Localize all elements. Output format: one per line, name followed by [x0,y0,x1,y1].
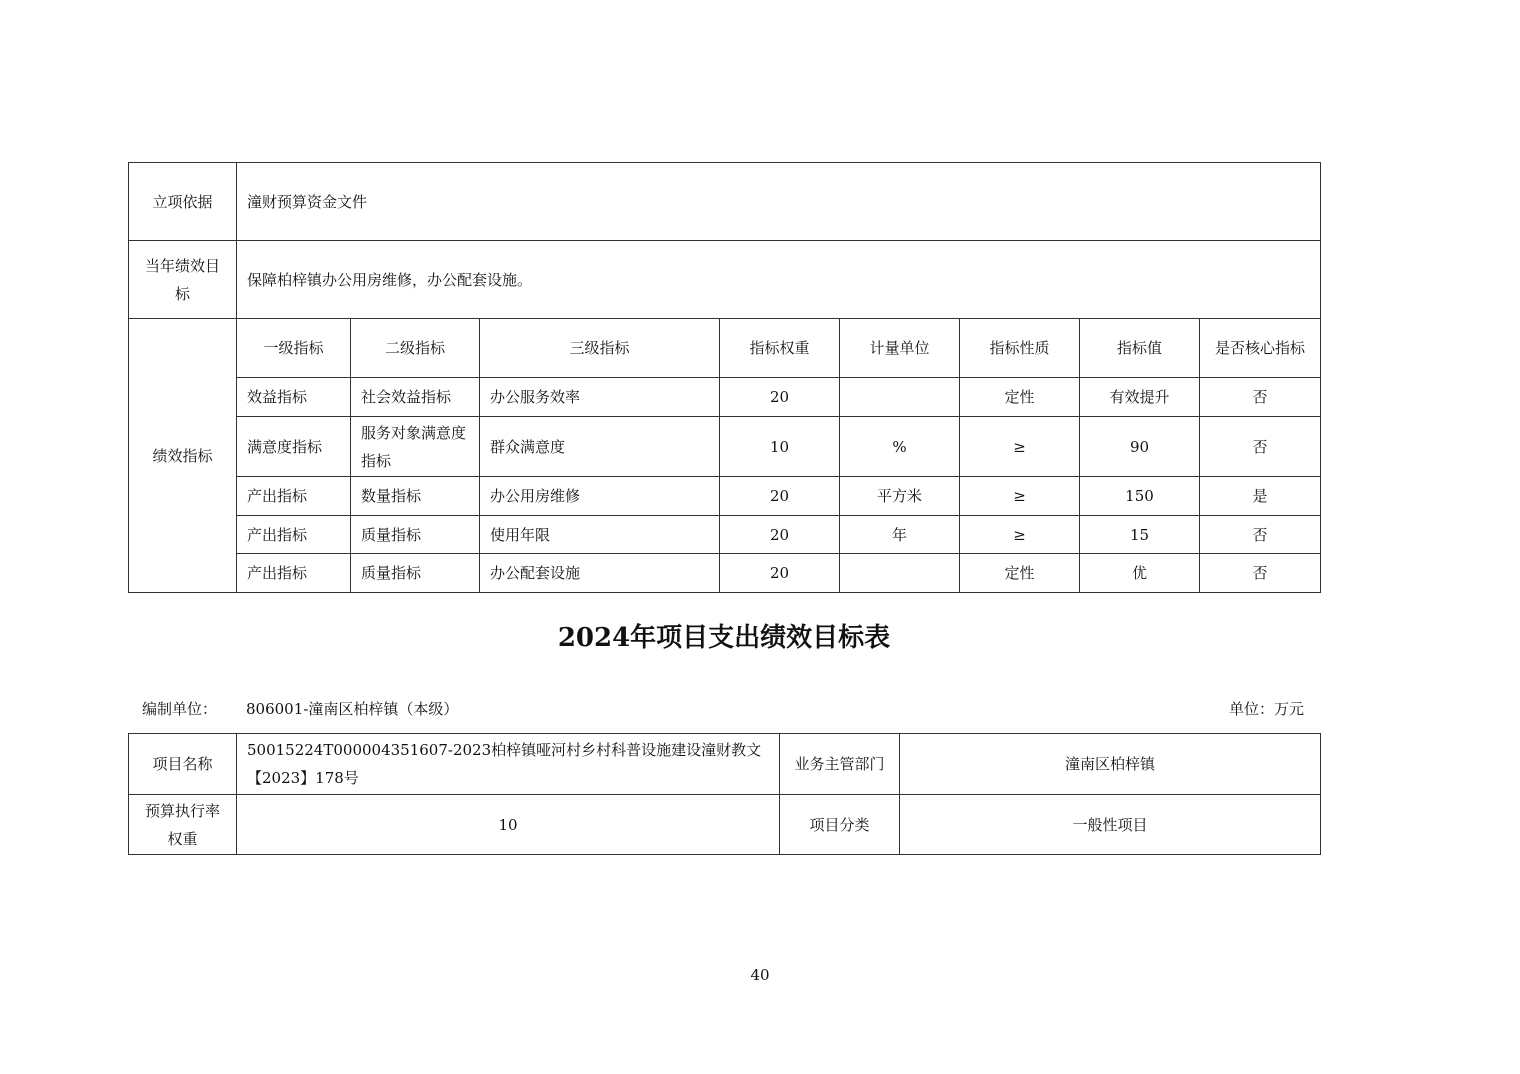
level3-cell: 使用年限 [480,516,720,554]
level2-cell: 社会效益指标 [351,378,480,417]
unit-cell: % [840,417,960,477]
table-row [129,378,1321,417]
level3-cell: 群众满意度 [480,417,720,477]
basis-label: 立项依据 [129,163,237,241]
header-core: 是否核心指标 [1200,319,1321,378]
value-cell: 有效提升 [1080,378,1200,417]
rate-value: 10 [237,795,780,855]
level1-cell: 产出指标 [237,554,351,593]
nature-cell: 定性 [960,554,1080,593]
compiler-value: 806001-潼南区柏梓镇（本级） [246,700,459,718]
nature-cell: ≥ [960,477,1080,516]
basis-value: 潼财预算资金文件 [237,163,1321,241]
goal-row [129,241,1321,319]
dept-value: 潼南区柏梓镇 [900,734,1321,795]
indicators-label: 绩效指标 [129,319,237,593]
weight-cell: 10 [720,417,840,477]
goal-value: 保障柏梓镇办公用房维修，办公配套设施。 [237,241,1321,319]
weight-cell: 20 [720,516,840,554]
value-cell: 15 [1080,516,1200,554]
weight-cell: 20 [720,378,840,417]
unit-cell: 年 [840,516,960,554]
unit-cell: 平方米 [840,477,960,516]
table-row [129,417,1321,477]
level1-cell: 产出指标 [237,477,351,516]
core-cell: 否 [1200,554,1321,593]
rate-label: 预算执行率权重 [129,795,237,855]
header-value: 指标值 [1080,319,1200,378]
value-cell: 优 [1080,554,1200,593]
level1-cell: 产出指标 [237,516,351,554]
category-label: 项目分类 [780,795,900,855]
project-name-value: 50015224T000004351607-2023柏梓镇哑河村乡村科普设施建设潼财教文【2023】178号 [237,734,780,795]
dept-label: 业务主管部门 [780,734,900,795]
level2-cell: 数量指标 [351,477,480,516]
table-row [129,554,1321,593]
category-value: 一般性项目 [900,795,1321,855]
header-nature: 指标性质 [960,319,1080,378]
header-level3: 三级指标 [480,319,720,378]
table-row [129,477,1321,516]
core-cell: 是 [1200,477,1321,516]
nature-cell: ≥ [960,417,1080,477]
table-row [129,516,1321,554]
value-cell: 150 [1080,477,1200,516]
core-cell: 否 [1200,417,1321,477]
compiler-label: 编制单位： [142,700,218,718]
level3-cell: 办公服务效率 [480,378,720,417]
unit-cell [840,378,960,417]
level3-cell: 办公配套设施 [480,554,720,593]
nature-cell: 定性 [960,378,1080,417]
project-name-row [129,734,1321,795]
project-info-table [128,733,1321,855]
header-unit: 计量单位 [840,319,960,378]
level2-cell: 服务对象满意度指标 [351,417,480,477]
level1-cell: 满意度指标 [237,417,351,477]
page-number: 40 [750,966,770,984]
header-level1: 一级指标 [237,319,351,378]
weight-cell: 20 [720,554,840,593]
unit-cell [840,554,960,593]
header-weight: 指标权重 [720,319,840,378]
performance-indicator-table [128,162,1321,593]
section-title: 2024年项目支出绩效目标表 [557,623,891,653]
level3-cell: 办公用房维修 [480,477,720,516]
core-cell: 否 [1200,516,1321,554]
level1-cell: 效益指标 [237,378,351,417]
level2-cell: 质量指标 [351,554,480,593]
unit-note: 单位：万元 [1229,700,1305,718]
project-name-label: 项目名称 [129,734,237,795]
header-level2: 二级指标 [351,319,480,378]
project-rate-row [129,795,1321,855]
value-cell: 90 [1080,417,1200,477]
basis-row [129,163,1321,241]
weight-cell: 20 [720,477,840,516]
nature-cell: ≥ [960,516,1080,554]
core-cell: 否 [1200,378,1321,417]
indicator-header-row [129,319,1321,378]
goal-label: 当年绩效目标 [129,241,237,319]
level2-cell: 质量指标 [351,516,480,554]
